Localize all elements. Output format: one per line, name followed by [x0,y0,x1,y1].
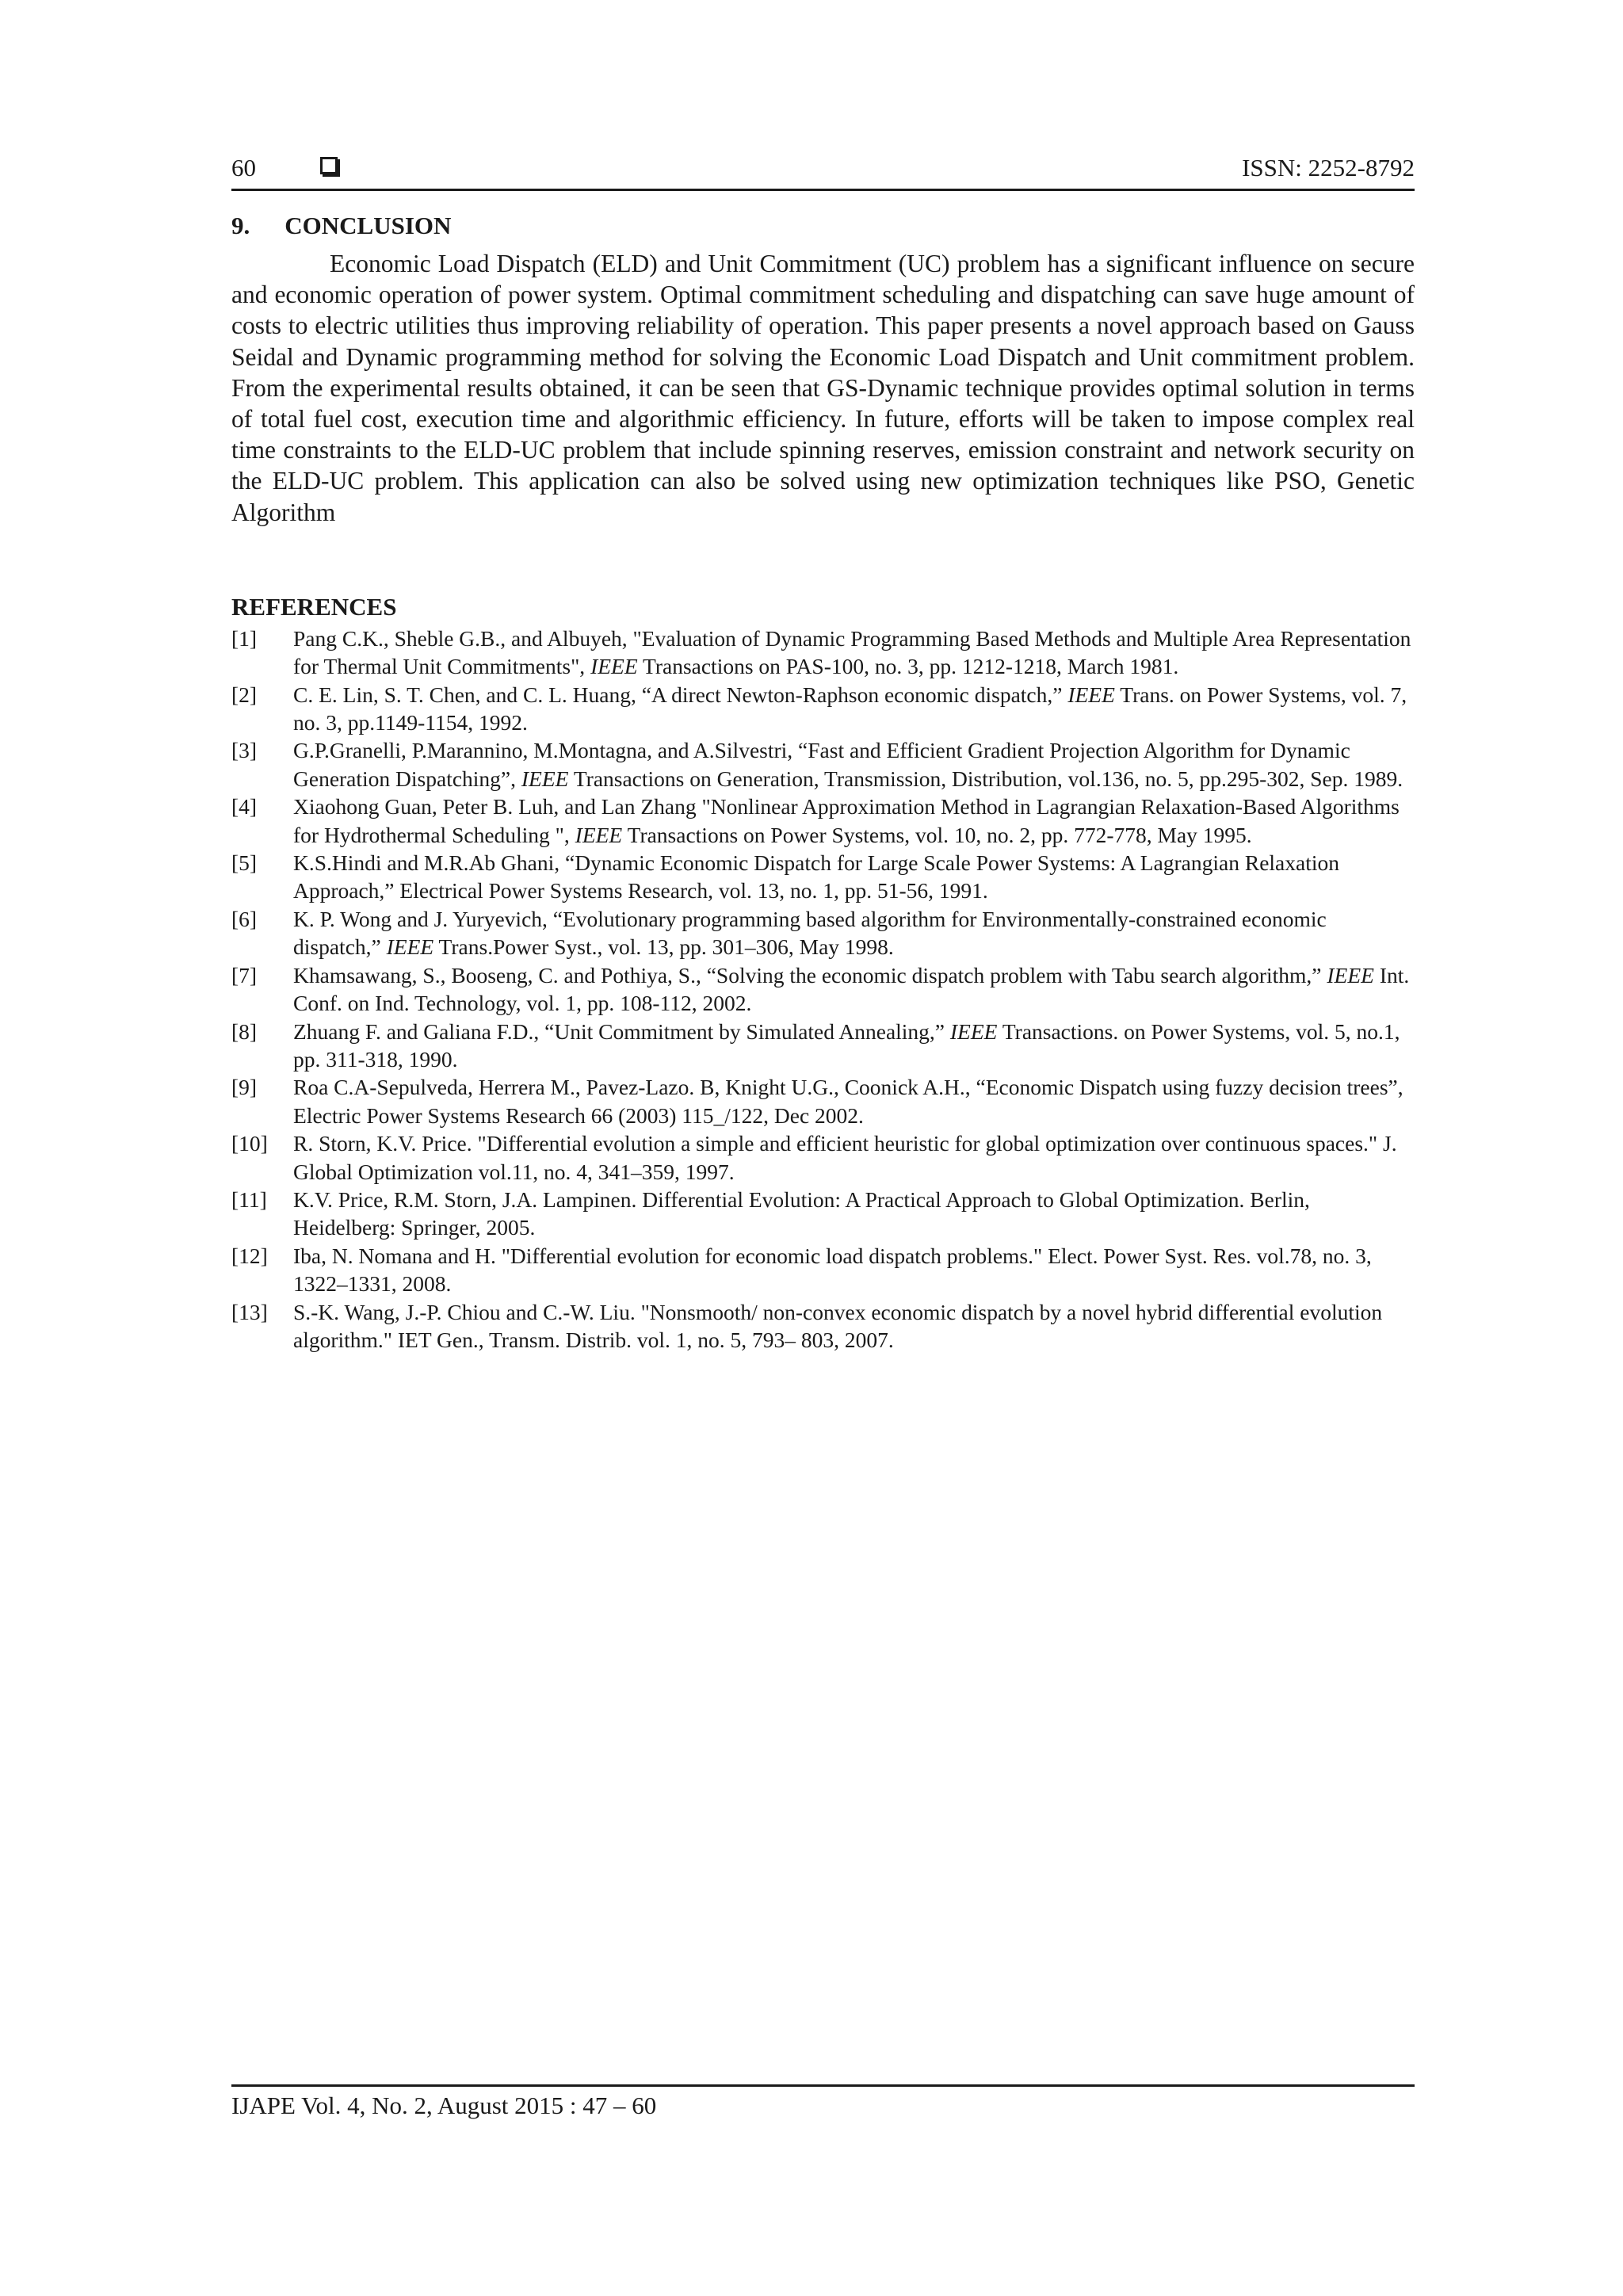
reference-number: [6] [231,906,258,931]
section-number: 9. [231,212,250,239]
reference-publisher-italic: IEEE [521,766,569,791]
reference-text [293,1018,1415,1074]
conclusion-paragraph: Economic Load Dispatch (ELD) and Unit Commitment (UC) problem has a significant influence on secure and economic operation of power system. Optimal commitment scheduling and dispatching can save huge amount of costs to electric utilities thus improving reliability of operation. This paper presents a novel approach based on Gauss Seidal and Dynamic programming method for solving the Economic Load Dispatch and Unit commitment problem. From the experimental results obtained, it can be seen that GS-Dynamic technique provides optimal solution in terms of total fuel cost, execution time and algorithmic efficiency. In future, efforts will be taken to impose complex real time constraints to the ELD-UC problem that include spinning reserves, emission constraint and network security on the ELD-UC problem. This application can also be solved using new optimization techniques like PSO, Genetic Algorithm [231,250,1415,526]
reference-item [231,849,1415,905]
reference-number: [7] [231,962,258,988]
reference-text-main: G.P.Granelli, P.Marannino, M.Montagna, and A.Silvestri, “Fast and Efficient Gradient Projection Algorithm for Dynamic Generation Dispatching”, [293,738,1350,791]
reference-text [293,1186,1415,1242]
conclusion-heading [231,212,1415,240]
page-content [231,151,1415,1366]
reference-text-rest: Transactions on PAS-100, no. 3, pp. 1212-1218, March 1981. [637,654,1179,679]
reference-text [293,681,1415,737]
reference-text-rest: Transactions. on Power Systems, vol. 5, no.1, pp. 311-318, 1990. [293,1018,1400,1072]
reference-text-rest: Int. Conf. on Ind. Technology, vol. 1, pp. 108-112, 2002. [293,962,1410,1016]
reference-text-main: K.V. Price, R.M. Storn, J.A. Lampinen. Differential Evolution: A Practical Approach to Global Optimization. Berlin, Heidelberg: Springer, 2005. [293,1186,1310,1240]
reference-number: [3] [231,738,258,763]
reference-number: [1] [231,625,258,651]
references-heading: REFERENCES [231,592,397,621]
reference-publisher-italic: IEEE [1327,962,1374,988]
reference-item [231,1018,1415,1074]
reference-item [231,1186,1415,1242]
reference-text-main: Roa C.A-Sepulveda, Herrera M., Pavez-Lazo. B, Knight U.G., Coonick A.H., “Economic Dispatch using fuzzy decision trees”, Electric Power Systems Research 66 (2003) 115_/122, Dec 2002. [293,1075,1403,1128]
reference-text [293,1073,1415,1129]
reference-text-rest: Trans. on Power Systems, vol. 7, no. 3, pp.1149-1154, 1992. [293,682,1407,735]
reference-item [231,1073,1415,1129]
reference-text-main: Xiaohong Guan, Peter B. Luh, and Lan Zhang "Nonlinear Approximation Method in Lagrangian Relaxation-Based Algorithms for Hydrothermal Scheduling ", [293,794,1400,847]
reference-text [293,625,1415,681]
reference-item [231,736,1415,793]
reference-text-main: S.-K. Wang, J.-P. Chiou and C.-W. Liu. "Nonsmooth/ non-convex economic dispatch by a novel hybrid differential evolution algorithm." IET Gen., Transm. Distrib. vol. 1, no. 5, 793– 803, 2007. [293,1299,1383,1352]
reference-text-rest: Transactions on Power Systems, vol. 10, no. 2, pp. 772-778, May 1995. [622,822,1252,847]
reference-text-main: R. Storn, K.V. Price. "Differential evolution a simple and efficient heuristic for global optimization over continuous spaces." J. Global Optimization vol.11, no. 4, 341–359, 1997. [293,1131,1397,1184]
reference-number: [5] [231,850,258,876]
reference-text [293,905,1415,961]
reference-number: [4] [231,794,258,819]
reference-text [293,736,1415,793]
reference-text [293,1129,1415,1186]
reference-publisher-italic: IEEE [1067,682,1115,707]
reference-item [231,1242,1415,1298]
reference-publisher-italic: IEEE [575,822,623,847]
reference-item [231,625,1415,681]
reference-number: [2] [231,682,258,707]
reference-publisher-italic: IEEE [590,654,638,679]
reference-item [231,1129,1415,1186]
reference-publisher-italic: IEEE [949,1018,998,1044]
reference-item [231,905,1415,961]
reference-text-main: K.S.Hindi and M.R.Ab Ghani, “Dynamic Economic Dispatch for Large Scale Power Systems: A Lagrangian Relaxation Approach,” Electrical Power Systems Research, vol. 13, no. 1, pp. 51-56, 1991. [293,850,1339,904]
reference-text-main: C. E. Lin, S. T. Chen, and C. L. Huang, “A direct Newton-Raphson economic dispatch,” [293,682,1068,707]
reference-text [293,1298,1415,1354]
reference-list [231,625,1415,1354]
reference-text [293,961,1415,1018]
reference-text-rest: Transactions on Generation, Transmission, Distribution, vol.136, no. 5, pp.295-302, Sep. 1989. [568,766,1403,791]
reference-item [231,793,1415,849]
reference-item [231,681,1415,737]
reference-text-main: Pang C.K., Sheble G.B., and Albuyeh, "Evaluation of Dynamic Programming Based Methods and Multiple Area Representation for Thermal Unit Commitments", [293,625,1411,679]
reference-text [293,793,1415,849]
reference-text-main: K. P. Wong and J. Yuryevich, “Evolutionary programming based algorithm for Environmentally-constrained economic dispatch,” [293,906,1327,960]
reference-text-main: Zhuang F. and Galiana F.D., “Unit Commitment by Simulated Annealing,” [293,1018,950,1044]
reference-item [231,1298,1415,1354]
reference-text-main: Khamsawang, S., Booseng, C. and Pothiya, S., “Solving the economic dispatch problem with Tabu search algorithm,” [293,962,1327,988]
reference-number: [13] [231,1299,268,1324]
journal-citation: IJAPE Vol. 4, No. 2, August 2015 : 47 – 60 [231,2092,657,2119]
square-bullet-icon [320,157,338,174]
page-footer [231,2084,1415,2120]
reference-number: [8] [231,1018,258,1044]
reference-number: [11] [231,1186,267,1212]
reference-text-rest: Trans.Power Syst., vol. 13, pp. 301–306, May 1998. [433,934,894,960]
page-number: 60 [231,154,256,181]
reference-number: [10] [231,1131,268,1156]
reference-text-main: Iba, N. Nomana and H. "Differential evolution for economic load dispatch problems." Elect. Power Syst. Res. vol.78, no. 3, 1322–1331, 2008. [293,1243,1372,1297]
reference-text [293,849,1415,905]
reference-text [293,1242,1415,1298]
reference-publisher-italic: IEEE [386,934,434,960]
reference-item [231,961,1415,1018]
section-title: CONCLUSION [285,212,452,239]
page-header [231,151,1415,191]
issn-label: ISSN: 2252-8792 [1242,154,1415,181]
reference-number: [12] [231,1243,268,1268]
reference-number: [9] [231,1075,258,1100]
